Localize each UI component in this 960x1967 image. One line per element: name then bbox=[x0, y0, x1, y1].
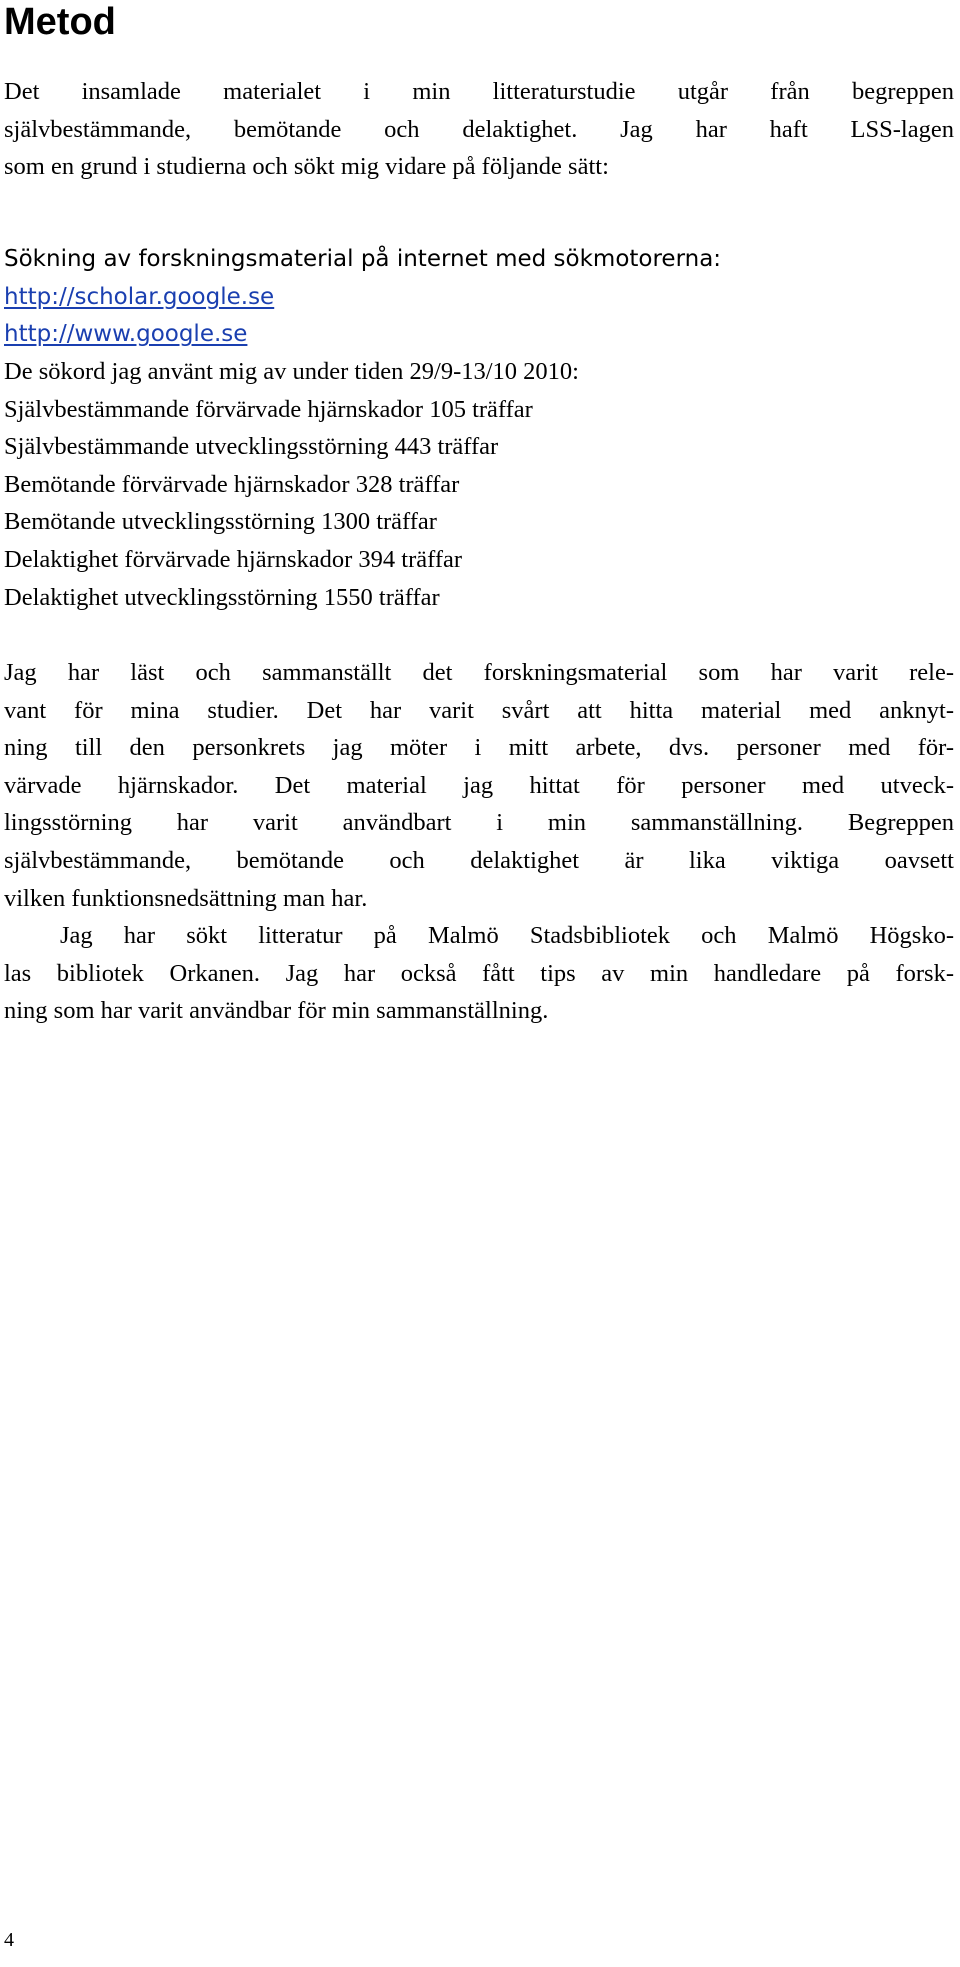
search-term-item: Självbestämmande förvärvade hjärnskador 105 träffar bbox=[4, 395, 533, 423]
paragraph-line: värvade hjärnskador. Det material jag hittat för personer med utveck- bbox=[4, 771, 954, 799]
intro-paragraph bbox=[4, 73, 954, 186]
paragraph-line: Jag har läst och sammanställt det forskningsmaterial som har varit rele- bbox=[4, 659, 954, 686]
intro-line: självbestämmande, bemötande och delaktighet. Jag har haft LSS-lagen bbox=[4, 115, 954, 143]
page-number: 4 bbox=[4, 1929, 14, 1951]
paragraph-line: Jag har sökt litteratur på Malmö Stadsbibliotek och Malmö Högsko- bbox=[60, 922, 954, 949]
search-term-item: Bemötande utvecklingsstörning 1300 träffar bbox=[4, 508, 437, 536]
search-link-scholar[interactable]: http://scholar.google.se bbox=[4, 283, 275, 310]
paragraph-line: vant för mina studier. Det har varit svårt att hitta material med anknyt- bbox=[4, 696, 954, 724]
intro-line: Det insamlade materialet i min litteraturstudie utgår från begreppen bbox=[4, 78, 954, 105]
paragraph-line: ning som har varit användbar för min sammanställning. bbox=[4, 997, 549, 1025]
search-term-item: Självbestämmande utvecklingsstörning 443 träffar bbox=[4, 433, 499, 461]
search-term-item: Delaktighet utvecklingsstörning 1550 träffar bbox=[4, 583, 440, 611]
method-paragraph-1 bbox=[4, 654, 954, 917]
search-intro: Sökning av forskningsmaterial på internet med sökmotorerna: bbox=[4, 246, 722, 272]
paragraph-line: självbestämmande, bemötande och delaktighet är lika viktiga oavsett bbox=[4, 846, 954, 874]
search-link-google[interactable]: http://www.google.se bbox=[4, 321, 248, 348]
section-heading: Metod bbox=[4, 1, 116, 43]
search-engines-block bbox=[4, 241, 954, 354]
paragraph-line: las bibliotek Orkanen. Jag har också fått tips av min handledare på forsk- bbox=[4, 959, 954, 987]
search-term-item: Delaktighet förvärvade hjärnskador 394 träffar bbox=[4, 545, 463, 573]
intro-line: som en grund i studierna och sökt mig vidare på följande sätt: bbox=[4, 153, 609, 181]
method-paragraph-2 bbox=[4, 917, 954, 1030]
paragraph-line: ning till den personkrets jag möter i mitt arbete, dvs. personer med för- bbox=[4, 734, 954, 762]
paragraph-line: lingsstörning har varit användbart i min sammanställning. Begreppen bbox=[4, 809, 954, 837]
search-terms-block bbox=[4, 353, 954, 616]
search-term-item: Bemötande förvärvade hjärnskador 328 träffar bbox=[4, 470, 460, 498]
paragraph-line: vilken funktionsnedsättning man har. bbox=[4, 884, 368, 912]
search-terms-intro: De sökord jag använt mig av under tiden 29/9-13/10 2010: bbox=[4, 358, 579, 385]
